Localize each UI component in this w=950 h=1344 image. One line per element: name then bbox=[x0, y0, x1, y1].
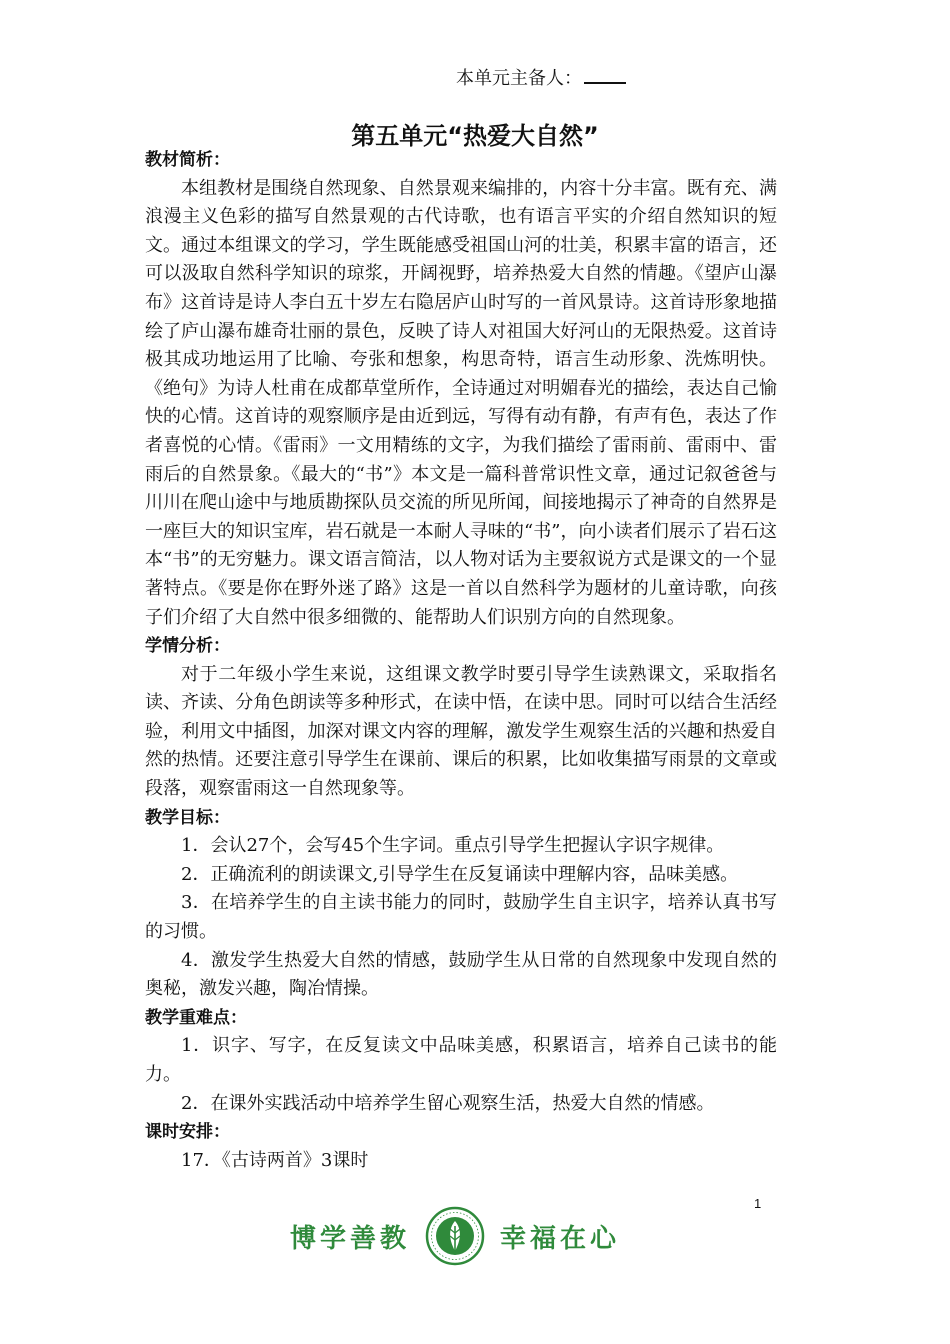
unit-preparer-line bbox=[456, 66, 626, 91]
goal-item: 1．会认27个，会写45个生字词。重点引导学生把握认字识字规律。 bbox=[181, 835, 725, 857]
footer-motto-left: 博学善教 bbox=[290, 1223, 411, 1254]
document-body bbox=[145, 146, 777, 1175]
material-paragraph: 本组教材是围绕自然现象、自然景观来编排的，内容十分丰富。既有充、满浪漫主义色彩的描写自然景观的古代诗歌，也有语言平实的介绍自然知识的短文。通过本组课文的学习，学生既能感受祖国山河的壮美，积累丰富的语言，还可以汲取自然科学知识的琼浆，开阔视野，培养热爱大自然的情趣。《望庐山瀑布》这首诗是诗人李白五十岁左右隐居庐山时写的一首风景诗。这首诗形象地描绘了庐山瀑布雄奇壮丽的景色，反映了诗人对祖国大好河山的无限热爱。这首诗极其成功地运用了比喻、夸张和想象，构思奇特，语言生动形象、洗炼明快。《绝句》为诗人杜甫在成都草堂所作，全诗通过对明媚春光的描绘，表达自己愉快的心情。这首诗的观察顺序是由近到远，写得有动有静，有声有色，表达了作者喜悦的心情。《雷雨》一文用精练的文字，为我们描绘了雷雨前、雷雨中、雷雨后的自然景象。《最大的“书”》本文是一篇科普常识性文章，通过记叙爸爸与川川在爬山途中与地质勘探队员交流的所见所闻，间接地揭示了神奇的自然界是一座巨大的知识宝库，岩石就是一本耐人寻味的“书”，向小读者们展示了岩石这本“书”的无穷魅力。课文语言简洁，以人物对话为主要叙说方式是课文的一个显著特点。《要是你在野外迷了路》这是一首以自然科学为题材的儿童诗歌，向孩子们介绍了大自然中很多细微的、能帮助人们识别方向的自然现象。 bbox=[145, 177, 777, 628]
school-seal-icon bbox=[425, 1206, 485, 1266]
section-heading-key-points: 教学重难点： bbox=[145, 1007, 247, 1028]
section-heading-material: 教材简析： bbox=[145, 150, 230, 170]
preparer-blank bbox=[584, 66, 626, 84]
section-heading-students: 学情分析： bbox=[145, 636, 230, 657]
footer-banner bbox=[290, 1206, 620, 1266]
key-point-item: 2．在课外实践活动中培养学生留心观察生活，热爱大自然的情感。 bbox=[181, 1092, 715, 1114]
preparer-label: 本单元主备人： bbox=[456, 68, 582, 89]
goal-item: 3．在培养学生的自主读书能力的同时，鼓励学生自主识字，培养认真书写的习惯。 bbox=[145, 892, 777, 943]
students-paragraph: 对于二年级小学生来说，这组课文教学时要引导学生读熟课文，采取指名读、齐读、分角色朗读等多种形式，在读中悟，在读中思。同时可以结合生活经验，利用文中插图，加深对课文内容的理解，激发学生观察生活的兴趣和热爱自然的热情。还要注意引导学生在课前、课后的积累，比如收集描写雨景的文章或段落，观察雷雨这一自然现象等。 bbox=[145, 663, 777, 800]
key-point-item: 1．识字、写字，在反复读文中品味美感，积累语言，培养自己读书的能力。 bbox=[145, 1035, 777, 1085]
goal-item: 4．激发学生热爱大自然的情感，鼓励学生从日常的自然现象中发现自然的奥秘，激发兴趣，陶冶情操。 bbox=[145, 949, 777, 1000]
page-title: 第五单元“热爱大自然” bbox=[351, 122, 599, 150]
schedule-item: 17．《古诗两首》3课时 bbox=[181, 1149, 369, 1171]
section-heading-goals: 教学目标： bbox=[145, 807, 230, 828]
footer-motto-right: 幸福在心 bbox=[499, 1223, 620, 1254]
page-number: 1 bbox=[754, 1196, 762, 1211]
goal-item: 2．正确流利的朗读课文,引导学生在反复诵读中理解内容，品味美感。 bbox=[181, 863, 739, 885]
section-heading-schedule: 课时安排： bbox=[145, 1122, 230, 1143]
